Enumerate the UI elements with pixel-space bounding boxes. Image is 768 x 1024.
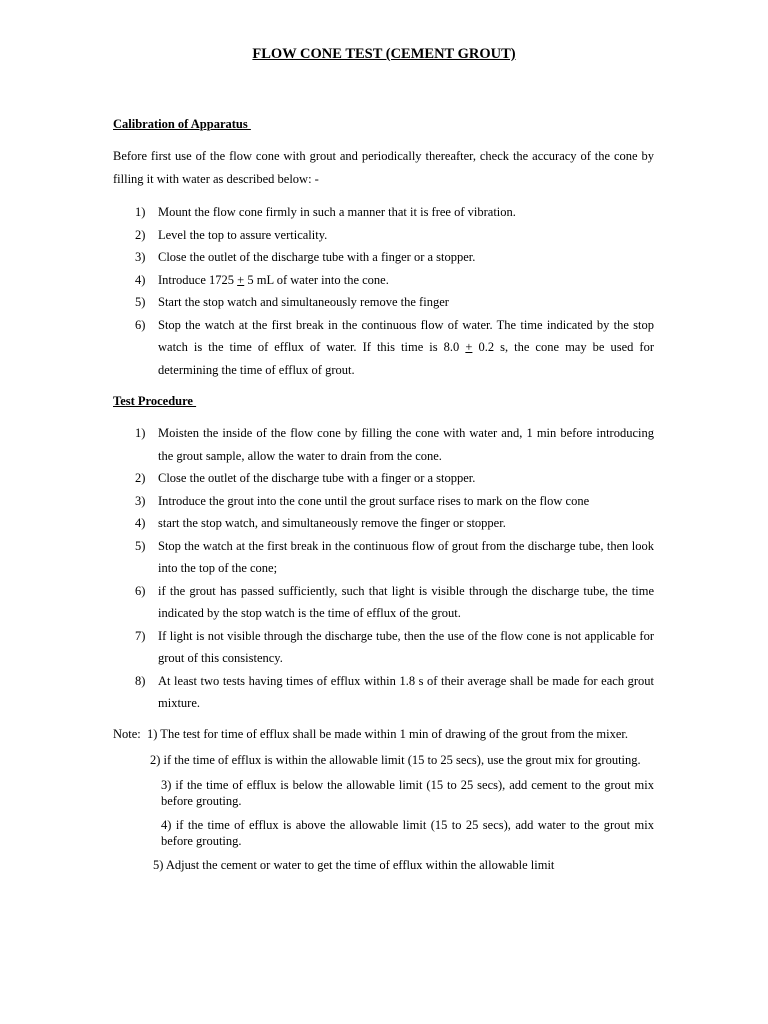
step-text: Mount the flow cone firmly in such a manner that it is free of vibration. (158, 205, 516, 219)
page-title: FLOW CONE TEST (CEMENT GROUT) (252, 46, 516, 62)
note-item: 5) Adjust the cement or water to get the time of efflux within the allowable limit (153, 858, 555, 872)
calibration-heading: Calibration of Apparatus (113, 117, 251, 131)
step-text: Start the stop watch and simultaneously remove the finger (158, 295, 449, 309)
list-item (113, 246, 654, 269)
note-item-text: 3) if the time of efflux is below the allowable limit (15 to 25 secs), add cement to the grout mix before grouting. (161, 778, 654, 808)
step-text: start the stop watch, and simultaneously remove the finger or stopper. (158, 516, 506, 530)
step-number: 2) (135, 227, 146, 242)
step-text: if the grout has passed sufficiently, such that light is visible through the discharge tube, the time indicated by the stop watch is the time of efflux of the grout. (158, 583, 654, 620)
step-number: 6) (135, 317, 146, 332)
list-item (113, 625, 654, 670)
list-item (113, 512, 654, 535)
calibration-intro: Before first use of the flow cone with grout and periodically thereafter, check the accuracy of the cone by filling it with water as described below: - (113, 149, 654, 186)
list-item (113, 314, 654, 382)
step-text: Stop the watch at the first break in the continuous flow of grout from the discharge tube, then look into the top of the cone; (158, 538, 654, 575)
list-item (113, 580, 654, 625)
procedure-steps (113, 422, 654, 715)
step-text: Level the top to assure verticality. (158, 227, 328, 242)
note-item (161, 778, 654, 809)
list-item (113, 535, 654, 580)
step-number: 6) (135, 583, 146, 598)
step-number: 1) (135, 205, 146, 219)
list-item (113, 269, 654, 292)
step-text (158, 314, 654, 382)
plus-minus-symbol: + (465, 340, 473, 354)
step-text-part: Introduce 1725 (158, 272, 238, 287)
note-item-text: 4) if the time of efflux is above the allowable limit (15 to 25 secs), add water to the grout mix before grouting. (161, 818, 654, 848)
step-number: 4) (135, 516, 146, 530)
step-text-part: Stop the watch at the first break in the continuous flow of water. The time indicated by the stop watch is the time of efflux of water. If this time is 8.0 (158, 317, 654, 354)
step-text: Close the outlet of the discharge tube with a finger or a stopper. (158, 250, 476, 264)
step-number: 3) (135, 250, 146, 264)
step-number: 1) (135, 426, 146, 440)
step-number: 8) (135, 673, 146, 688)
step-text: Close the outlet of the discharge tube with a finger or a stopper. (158, 471, 476, 485)
list-item (113, 490, 654, 513)
step-text: At least two tests having times of efflux within 1.8 s of their average shall be made for each grout mixture. (158, 673, 654, 710)
step-text (158, 269, 654, 292)
procedure-heading: Test Procedure (113, 394, 197, 408)
step-number: 5) (135, 295, 146, 309)
step-number: 5) (135, 538, 146, 553)
note-item (161, 818, 654, 849)
list-item (113, 201, 654, 224)
list-item (113, 422, 654, 467)
list-item (113, 291, 654, 314)
step-text: Introduce the grout into the cone until the grout surface rises to mark on the flow cone (158, 493, 590, 508)
step-text-part: 5 mL of water into the cone. (244, 272, 389, 287)
plus-minus-symbol: + (237, 272, 245, 287)
step-text: Moisten the inside of the flow cone by filling the cone with water and, 1 min before introducing the grout sample, allow the water to drain from the cone. (158, 426, 654, 463)
step-text: If light is not visible through the discharge tube, then the use of the flow cone is not applicable for grout of this consistency. (158, 628, 654, 665)
step-number: 2) (135, 471, 146, 485)
step-number: 3) (135, 493, 146, 508)
list-item (113, 224, 654, 247)
note-item: 2) if the time of efflux is within the allowable limit (15 to 25 secs), use the grout mix for grouting. (150, 753, 641, 767)
calibration-steps (113, 201, 654, 381)
step-number: 4) (135, 272, 146, 287)
step-text-part: 0.2 s, the cone may be used for determining the time of efflux of grout. (158, 340, 654, 377)
list-item (113, 467, 654, 490)
step-number: 7) (135, 628, 146, 643)
note-label: Note: (113, 727, 141, 741)
note-item: 1) The test for time of efflux shall be made within 1 min of drawing of the grout from the mixer. (147, 727, 629, 741)
list-item (113, 670, 654, 715)
